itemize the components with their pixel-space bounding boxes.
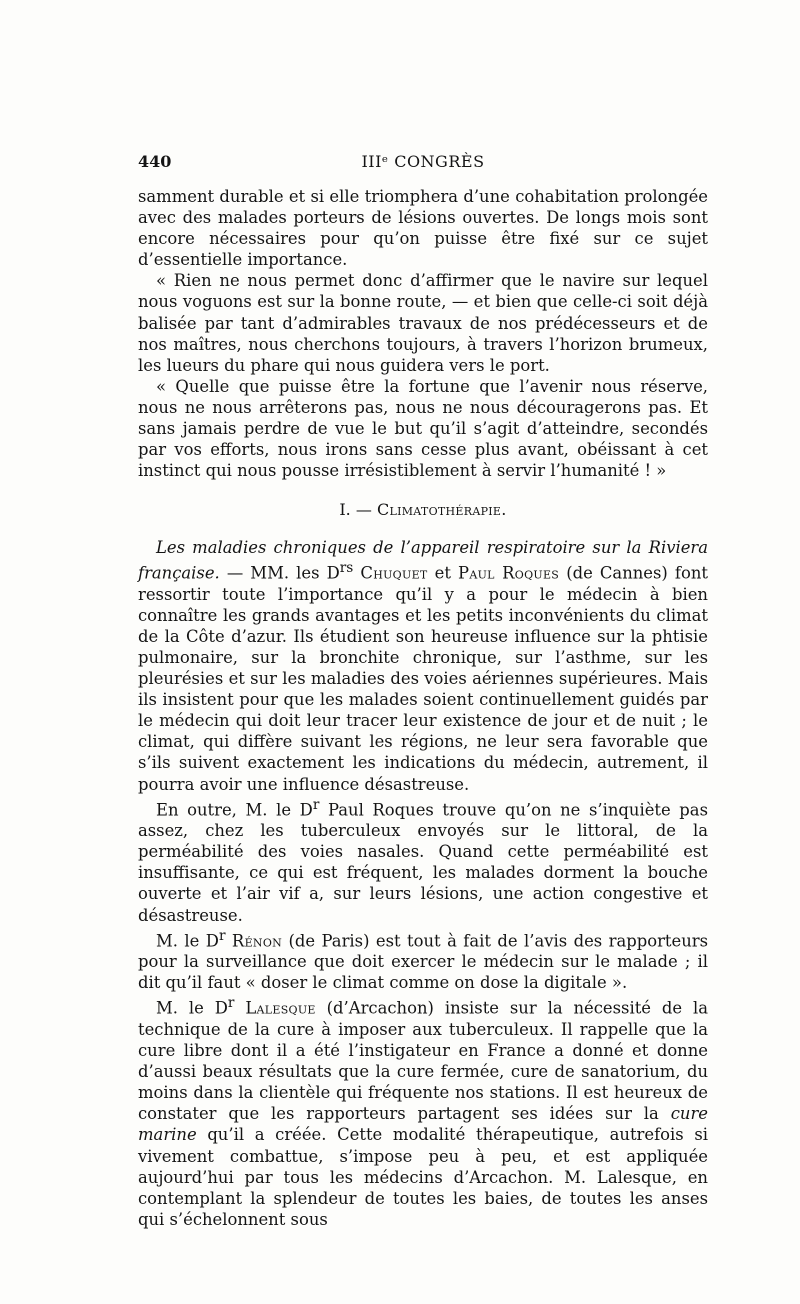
text-span: M. le D (156, 931, 219, 951)
section-number: I. — (339, 500, 372, 519)
text-span: (de Cannes) font ressortir toute l’importance qu’il y a pour le médecin à bien connaître les grands avantages et les petits inconvénients du climat de la Côte d’azur. Ils étudient son heureuse influence sur la phtisie pulmonaire, sur la bronchite chronique, sur l’asthme, sur les pleurésies et sur les maladies des voies aériennes supérieures. Mais ils insistent pour que les malades soient continuellement guidés par le médecin qui doit leur tracer leur existence de jour et de nuit ; le climat, qui diffère suivant les régions, ne leur sera favorable que s’ils suivent exactement les indications du médecin, autrement, il pourra avoir une influence désastreuse. (138, 563, 708, 794)
author-name: Rénon (231, 931, 283, 951)
paragraph-lalesque (138, 993, 708, 1230)
paragraph-renon (138, 926, 708, 994)
page-number: 440 (138, 152, 172, 171)
italic-term: cure marine (138, 1104, 708, 1145)
paragraph-quote-1: « Rien ne nous permet donc d’affirmer que le navire sur lequel nous voguons est sur la bonne route, — et bien que celle-ci soit déjà balisée par tant d’admirables travaux de nos prédécesseurs et de nos maîtres, nous cherchons toujours, à travers l’horizon brumeux, les lueurs du phare qui nous guidera vers le port. (138, 271, 708, 375)
superscript: r (312, 796, 320, 813)
text-span: Paul Roques trouve qu’on ne s’inquiète pas assez, chez les tuberculeux envoyés sur le littoral, de la perméabilité des voies nasales. Quand cette perméabilité est insuffisante, ce qui est fréquent, les malades dorment la bouche ouverte et l’air vif a, sur leurs lésions, une action congestive et désastreuse. (138, 800, 708, 925)
superscript: r (227, 995, 235, 1012)
author-name: Paul Roques (458, 563, 560, 583)
page-header (138, 152, 708, 174)
text-span: qu’il a créée. Cette modalité thérapeutique, autrefois si vivement combattue, s’impose peu à peu, et est appliquée aujourd’hui par tous les médecins d’Arcachon. M. Lalesque, en contemplant la splendeur de toutes les baies, de toutes les anses qui s’échelonnent sous (138, 1125, 708, 1229)
paragraph-roques (138, 795, 708, 926)
author-name: Chuquet (360, 563, 428, 583)
superscript: rs (339, 560, 354, 577)
author-name: Lalesque (245, 998, 316, 1018)
text-span: — MM. les D (219, 563, 340, 583)
paragraph-quote-2: « Quelle que puisse être la fortune que l’avenir nous réserve, nous ne nous arrêterons pas, nous ne nous découragerons pas. Et sans jamais perdre de vue le but qu’il s’agit d’atteindre, secondés par vos efforts, nous irons sans cesse plus avant, obéissant à cet instinct qui nous pousse irrésistiblement à servir l’humanité ! » (138, 376, 708, 481)
superscript: r (218, 927, 226, 944)
text-span: (de Paris) est tout à fait de l’avis des rapporteurs pour la surveillance que doit exercer le médecin sur le malade ; il dit qu’il faut « doser le climat comme on dose la digitale ». (138, 931, 708, 993)
intro-text-block (138, 186, 708, 481)
text-span: (d’Arcachon) insiste sur la nécessité de la technique de la cure à imposer aux tuberculeux. Il rappelle que la cure libre dont il a été l’instigateur en France a donné et donne d’aussi beaux résultats que la cure fermée, cure de sanatorium, du moins dans la clientèle qui fréquente nos stations. Il est heureux de constater que les rapporteurs partagent ses idées sur la (138, 998, 708, 1124)
paragraph-continuation: samment durable et si elle triomphera d’une cohabitation prolongée avec des malades porteurs de lésions ouvertes. De longs mois sont encore nécessaires pour qu’on puisse être fixé sur ce sujet d’essentielle importance. (138, 187, 708, 270)
article-title: Les maladies chroniques de l’appareil respiratoire sur la Riviera française. (138, 538, 708, 583)
text-span: M. le D (156, 998, 228, 1018)
paragraph-riviera (138, 537, 708, 795)
text-span: et (427, 563, 458, 583)
section-text-block (138, 537, 708, 1230)
section-title: Climatothérapie. (376, 500, 507, 519)
running-title: IIIᵉ CONGRÈS (361, 152, 485, 171)
text-span: En outre, M. le D (156, 800, 313, 820)
section-heading (138, 500, 708, 520)
